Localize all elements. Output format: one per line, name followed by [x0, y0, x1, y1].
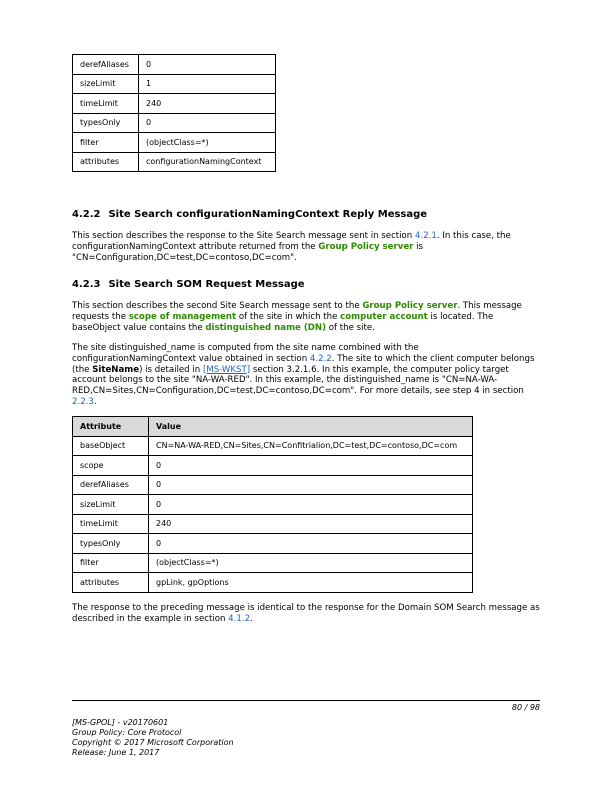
section-link-4-2-1[interactable]: 4.2.1 — [415, 231, 437, 241]
section-link-4-1-2[interactable]: 4.1.2 — [228, 613, 251, 624]
section-number: 4.2.2 — [72, 209, 101, 220]
table-row — [73, 436, 473, 456]
table-row — [73, 534, 473, 554]
attribute-cell: sizeLimit — [73, 74, 139, 94]
paragraph-text: of the site. — [326, 322, 375, 333]
attribute-cell: derefAliases — [73, 475, 149, 495]
attribute-cell: timeLimit — [73, 94, 139, 114]
bold-term-sitename: SiteName — [92, 364, 140, 375]
paragraph-text: . This message requests the — [72, 301, 522, 322]
paragraph-text: The site distinguished_name is computed from the site name combined with the configurationNamingContext value obtained in section — [72, 343, 419, 364]
footer-copyright: Copyright © 2017 Microsoft Corporation — [72, 738, 234, 747]
document-footer — [72, 718, 234, 758]
paragraph-text: ) is detailed in — [139, 364, 203, 375]
column-header-value: Value — [149, 417, 473, 437]
value-cell: configurationNamingContext — [139, 152, 276, 172]
value-cell: CN=NA-WA-RED,CN=Sites,CN=Confitrialion,DC=test,DC=contoso,DC=com — [149, 436, 473, 456]
reference-link-ms-wkst[interactable]: [MS-WKST] — [202, 364, 251, 375]
value-cell: 240 — [139, 94, 276, 114]
attribute-cell: baseObject — [73, 436, 149, 456]
attribute-cell: scope — [73, 456, 149, 476]
table-row — [73, 475, 473, 495]
table-row — [73, 514, 473, 534]
footer-doc-id: [MS-GPOL] - v20170601 — [72, 718, 169, 727]
glossary-term-group-policy-server[interactable]: Group Policy server — [362, 301, 458, 311]
attribute-cell: timeLimit — [73, 514, 149, 534]
column-header-attribute: Attribute — [73, 417, 149, 437]
paragraph-text: This section describes the second Site Search message sent to the — [72, 301, 363, 311]
section-link-2-2-3[interactable]: 2.2.3 — [72, 396, 94, 407]
paragraph-text: . — [250, 613, 253, 624]
table-row — [73, 133, 276, 153]
paragraph-reply-message — [72, 231, 540, 263]
ldap-request-table-continued — [72, 54, 276, 172]
glossary-term-scope-of-management[interactable]: scope of management — [128, 311, 237, 322]
paragraph-text: . In this case, the configurationNamingContext attribute returned from the — [72, 231, 511, 252]
table-row — [73, 94, 276, 114]
attribute-cell: filter — [73, 553, 149, 573]
attribute-cell: filter — [73, 133, 139, 153]
value-cell: 0 — [139, 113, 276, 133]
paragraph-text: The response to the preceding message is identical to the response for the Domain SOM Search message as described in the example in section — [72, 603, 540, 624]
section-heading-4-2-3 — [72, 279, 305, 290]
section-number: 4.2.3 — [72, 279, 101, 290]
value-cell: gpLink, gpOptions — [149, 573, 473, 593]
paragraph-closing — [72, 603, 540, 625]
table-row — [73, 74, 276, 94]
paragraph-text: . — [93, 396, 97, 407]
value-cell: 0 — [149, 495, 473, 515]
attribute-cell: derefAliases — [73, 55, 139, 75]
value-cell: 240 — [149, 514, 473, 534]
table-row — [73, 553, 473, 573]
attribute-cell: attributes — [73, 573, 149, 593]
som-request-attribute-table — [72, 416, 473, 593]
value-cell: 0 — [149, 534, 473, 554]
table-row — [73, 573, 473, 593]
page-number: 80 / 98 — [511, 703, 540, 712]
paragraph-text: of the site in which the — [236, 311, 341, 322]
footer-divider — [72, 700, 540, 701]
table-row — [73, 113, 276, 133]
value-cell: 1 — [139, 74, 276, 94]
footer-doc-title: Group Policy: Core Protocol — [72, 728, 182, 737]
paragraph-text: section 3.2.1.6. In this example, the computer policy target account belongs to the site "NA-WA-RED". In this example, the distinguished_name is "CN=NA-WA-RED,CN=Sites,CN=Configuration,DC=test,DC=contoso,DC=com". For more details, see step 4 in section — [72, 364, 524, 397]
glossary-term-group-policy-server[interactable]: Group Policy server — [318, 241, 414, 252]
footer-release-date: Release: June 1, 2017 — [72, 748, 160, 757]
section-link-4-2-2[interactable]: 4.2.2 — [309, 353, 332, 364]
section-title: Site Search configurationNamingContext Reply Message — [108, 209, 428, 220]
attribute-cell: typesOnly — [73, 534, 149, 554]
value-cell: 0 — [149, 475, 473, 495]
value-cell: 0 — [149, 456, 473, 476]
attribute-cell: sizeLimit — [73, 495, 149, 515]
paragraph-distinguished-name — [72, 343, 540, 408]
table-header-row — [73, 417, 473, 437]
value-cell: (objectClass=*) — [149, 553, 473, 573]
paragraph-som-request — [72, 301, 540, 333]
paragraph-text: is "CN=Configuration,DC=test,DC=contoso,DC=com". — [72, 241, 423, 263]
table-row — [73, 456, 473, 476]
value-cell: 0 — [139, 55, 276, 75]
attribute-cell: typesOnly — [73, 113, 139, 133]
table-row — [73, 152, 276, 172]
glossary-term-computer-account[interactable]: computer account — [340, 311, 428, 322]
table-row — [73, 495, 473, 515]
attribute-cell: attributes — [73, 152, 139, 172]
section-heading-4-2-2 — [72, 209, 427, 220]
section-title: Site Search SOM Request Message — [108, 279, 305, 290]
value-cell: (objectClass=*) — [139, 133, 276, 153]
paragraph-text: . The site to which the client computer belongs (the — [72, 353, 535, 375]
paragraph-text: is located. The baseObject value contains the — [72, 311, 494, 333]
glossary-term-distinguished-name[interactable]: distinguished name (DN) — [205, 322, 327, 333]
table-row — [73, 55, 276, 75]
paragraph-text: This section describes the response to the Site Search message sent in section — [72, 231, 415, 241]
